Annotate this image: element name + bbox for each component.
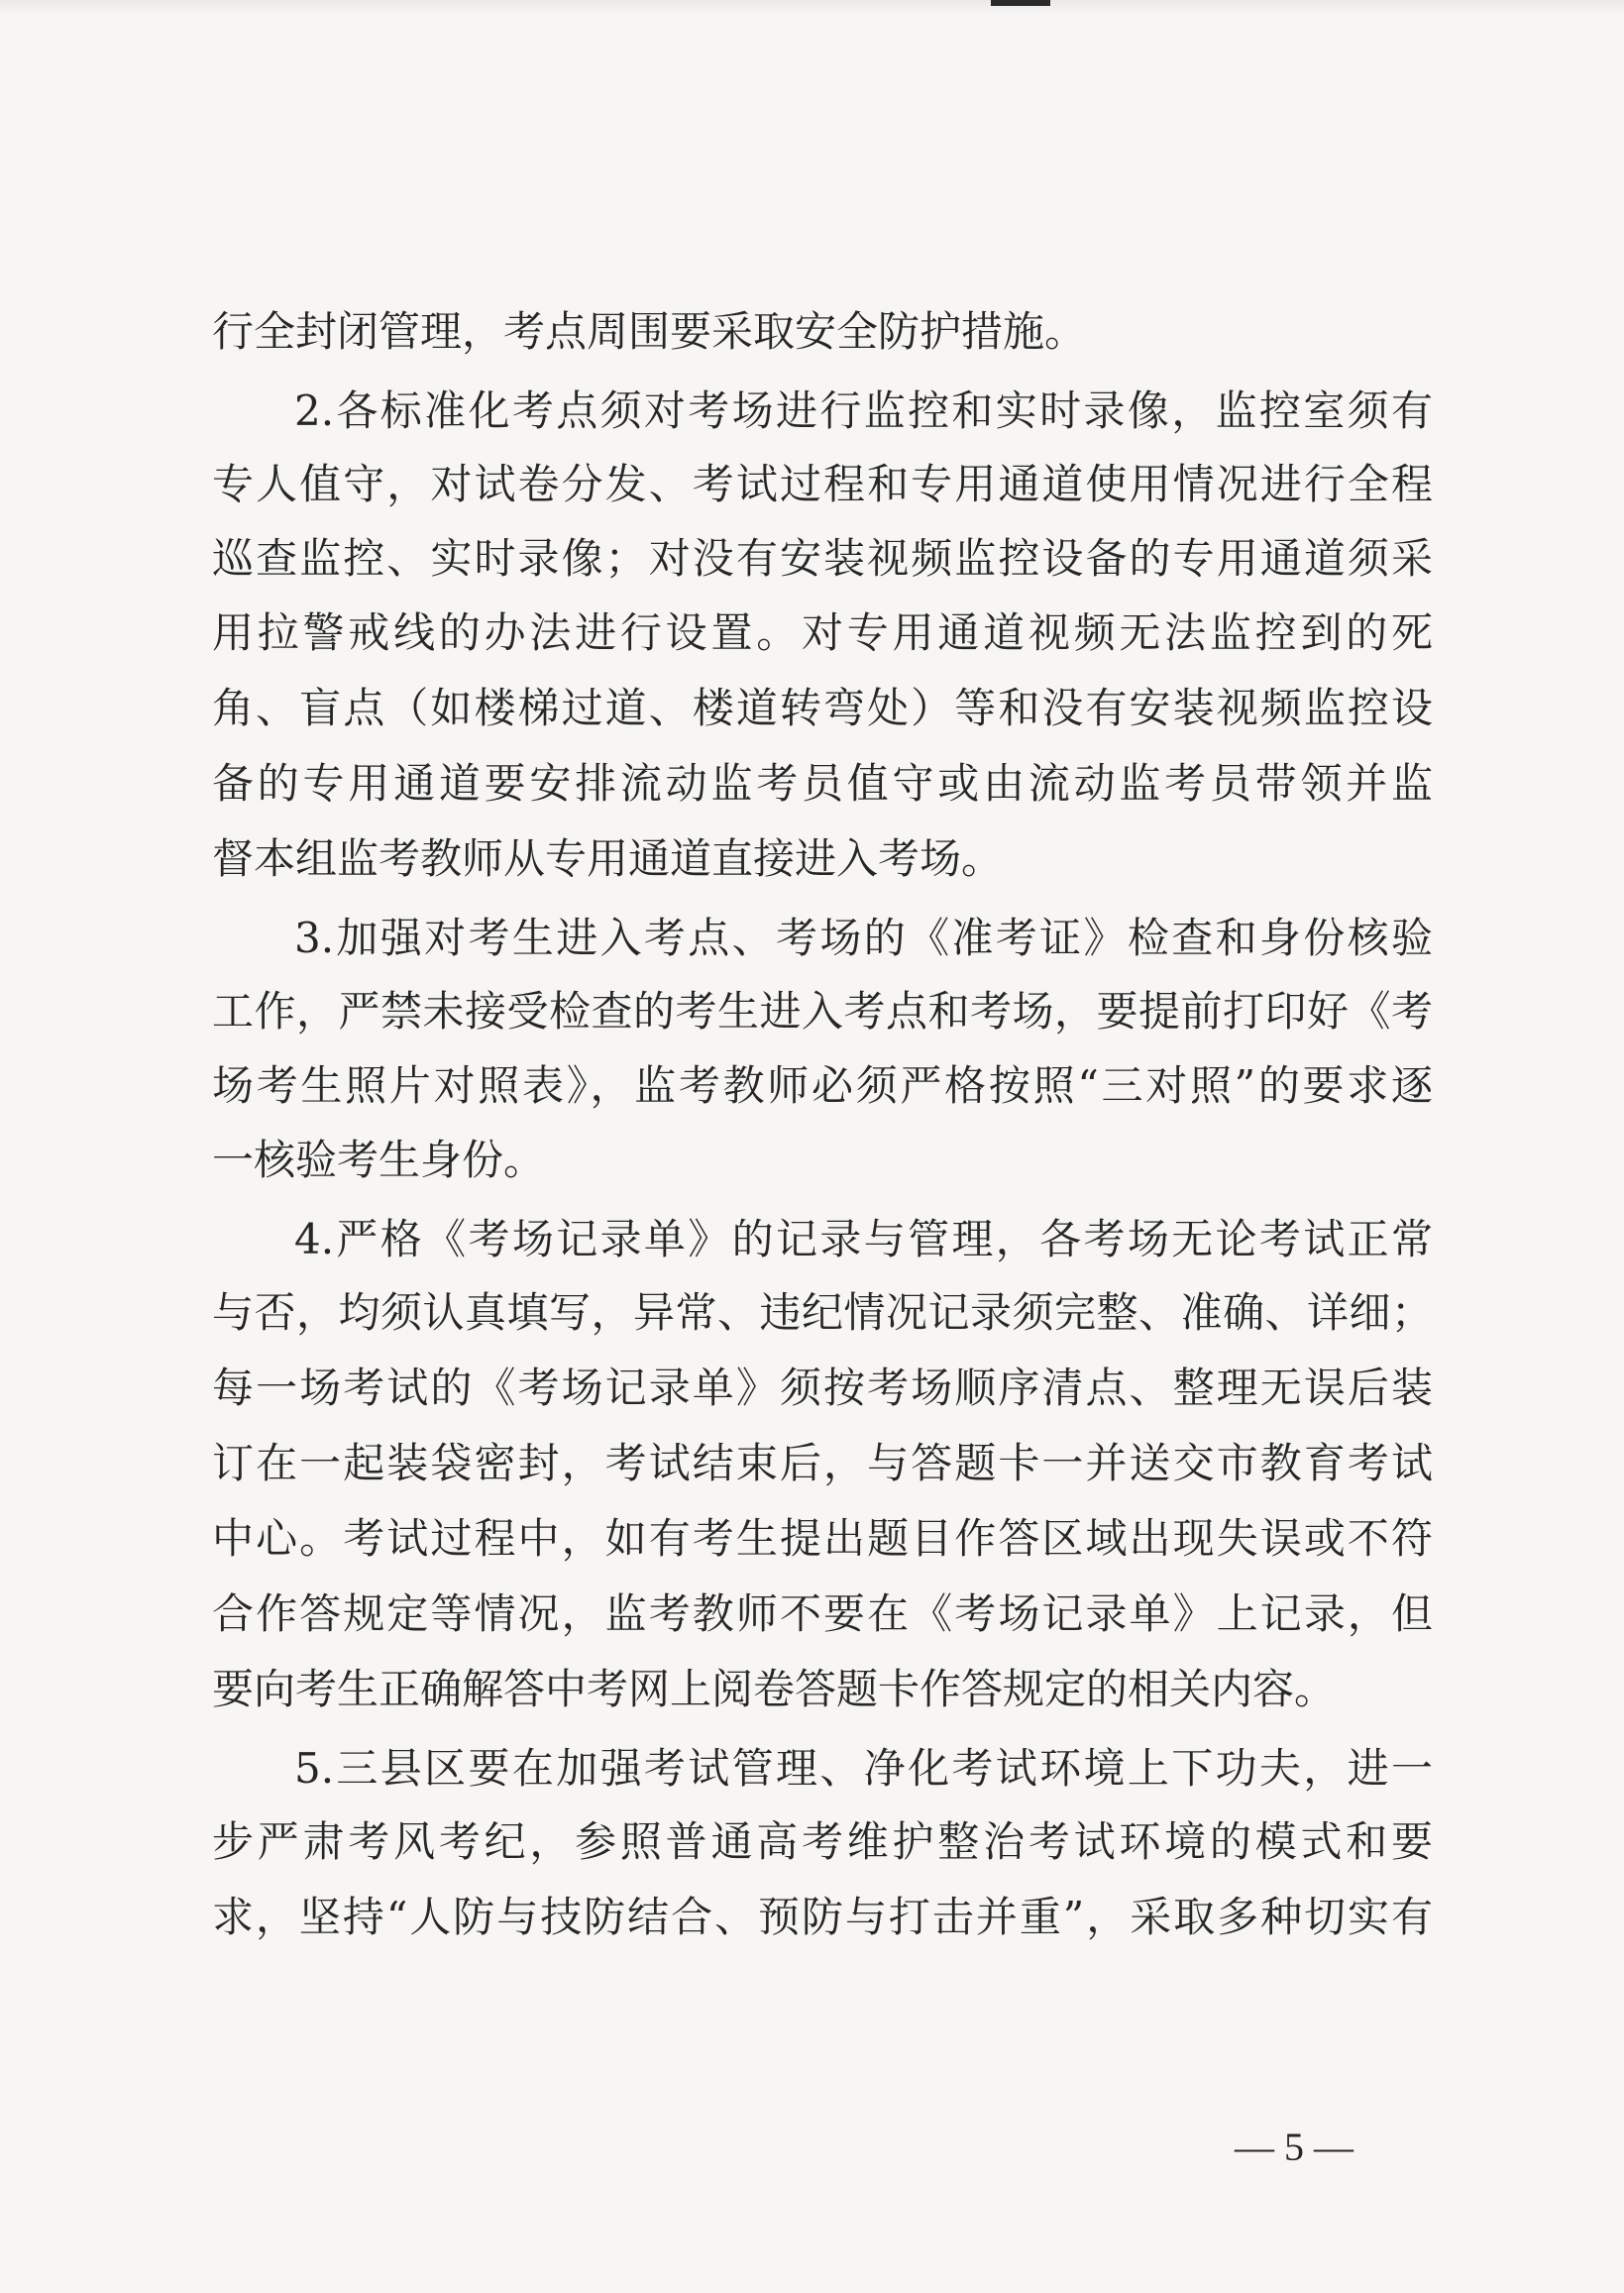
paragraph-4-start: 4.严格《考场记录单》的记录与管理，各考场无论考试正常: [294, 1215, 1433, 1263]
text-line: 订在一起装袋密封，考试结束后，与答题卡一并送交市教育考试: [212, 1439, 1433, 1487]
text-line: 巡查监控、实时录像；对没有安装视频监控设备的专用通道须采: [212, 534, 1433, 583]
text-line: 备的专用通道要安排流动监考员值守或由流动监考员带领并监: [212, 759, 1433, 808]
text-line: 行全封闭管理，考点周围要采取安全防护措施。: [212, 307, 1087, 356]
text-line: 步严肃考风考纪，参照普通高考维护整治考试环境的模式和要: [212, 1817, 1433, 1866]
text-line: 求，坚持“人防与技防结合、预防与打击并重”，采取多种切实有: [212, 1893, 1433, 1941]
text-line: 专人值守，对试卷分发、考试过程和专用通道使用情况进行全程: [212, 460, 1433, 508]
text-line: 督本组监考教师从专用通道直接进入考场。: [212, 834, 1004, 883]
paragraph-2-start: 2.各标准化考点须对考场进行监控和实时录像，监控室须有: [294, 386, 1433, 435]
text-line: 每一场考试的《考场记录单》须按考场顺序清点、整理无误后装: [212, 1364, 1433, 1412]
text-line: 角、盲点（如楼梯过道、楼道转弯处）等和没有安装视频监控设: [212, 684, 1433, 732]
page-number: — 5 —: [1235, 2125, 1353, 2169]
paragraph-3-start: 3.加强对考生进入考点、考场的《准考证》检查和身份核验: [294, 914, 1433, 962]
text-line: 场考生照片对照表》，监考教师必须严格按照“三对照”的要求逐: [212, 1061, 1433, 1110]
text-line: 工作，严禁未接受检查的考生进入考点和考场，要提前打印好《考: [212, 987, 1433, 1036]
text-line: 合作答规定等情况，监考教师不要在《考场记录单》上记录，但: [212, 1589, 1433, 1638]
text-line: 一核验考生身份。: [212, 1136, 546, 1184]
text-line: 与否，均须认真填写，异常、违纪情况记录须完整、准确、详细；: [212, 1288, 1433, 1337]
paragraph-5-start: 5.三县区要在加强考试管理、净化考试环境上下功夫，进一: [294, 1744, 1433, 1793]
text-line: 要向考生正确解答中考网上阅卷答题卡作答规定的相关内容。: [212, 1665, 1337, 1713]
text-line: 中心。考试过程中，如有考生提出题目作答区域出现失误或不符: [212, 1514, 1433, 1563]
text-line: 用拉警戒线的办法进行设置。对专用通道视频无法监控到的死: [212, 608, 1433, 657]
